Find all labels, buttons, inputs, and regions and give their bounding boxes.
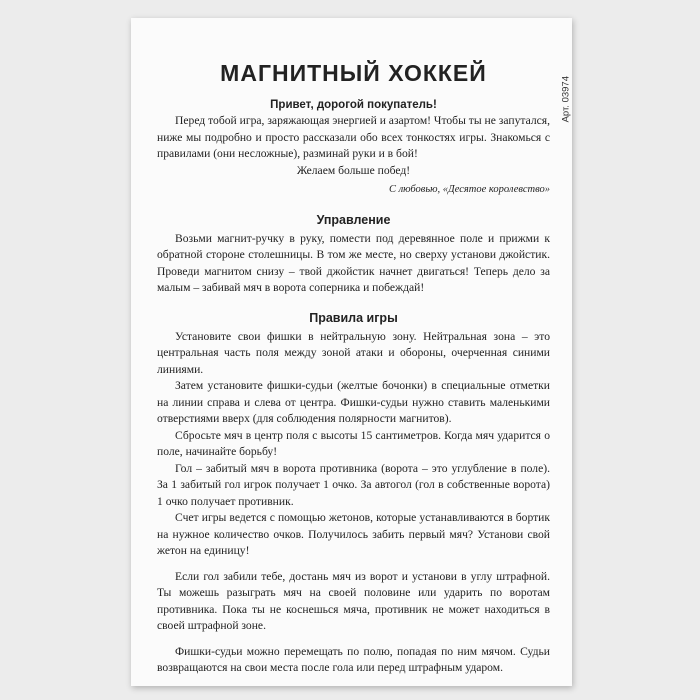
rules-paragraph-3: Сбросьте мяч в центр поля с высоты 15 сантиметров. Когда мяч ударится о поле, начинайте борьбу!	[157, 428, 550, 458]
rules-paragraph-1: Установите свои фишки в нейтральную зону. Нейтральная зона – это центральная часть поля между зоной атаки и обороны, очерченная синими линиями.	[157, 329, 550, 376]
rules-paragraph-5: Счет игры ведется с помощью жетонов, которые устанавливаются в бортик на нужное количество очков. Получилось забить первый мяч? Установи свой жетон на единицу!	[157, 511, 550, 557]
control-heading: Управление	[316, 212, 391, 227]
rules-paragraph-2: Затем установите фишки-судьи (желтые бочонки) в специальные отметки на линии справа и слева от центра. Фишки-судьи нужно ставить маленькими отверстиями вверх (для соблюдения полярности магнитов).	[157, 379, 550, 425]
instruction-sheet	[131, 18, 572, 686]
document-title: МАГНИТНЫЙ ХОККЕЙ	[220, 60, 487, 86]
rules-paragraph-4: Гол – забитый мяч в ворота противника (ворота – это углубление в поле). За 1 забитый гол игрок получает 1 очко. За автогол (гол в собственные ворота) 1 очко получает противник.	[157, 461, 550, 508]
rules-heading: Правила игры	[309, 310, 398, 325]
rules-paragraph-6: Если гол забили тебе, достань мяч из ворот и установи в углу штрафной. Ты можешь разыграть мяч на своей половине или ударить по воротам противника. Пока ты не коснешься мяча, противник не может находиться в своей штрафной зоне.	[157, 569, 550, 632]
wish-line: Желаем больше побед!	[296, 163, 411, 177]
control-paragraph: Возьми магнит-ручку в руку, помести под деревянное поле и прижми к обратной стороне столешницы. В том же месте, но сверху установи джойстик. Проведи магнитом снизу – твой джойстик начнет двигаться! Теперь дело за малым – забивай мяч в ворота соперника и побеждай!	[157, 231, 550, 294]
intro-paragraph: Перед тобой игра, заряжающая энергией и азартом! Чтобы ты не запутался, ниже мы подробно и просто рассказали обо всех тонкостях игры. Знакомься с правилами (они несложные), разминай руки и в бой!	[157, 114, 550, 160]
greeting: Привет, дорогой покупатель!	[270, 99, 437, 111]
article-number: Арт. 03974	[560, 76, 571, 123]
rules-paragraph-7: Фишки-судьи можно перемещать по полю, попадая по ним мячом. Судьи возвращаются на свои места после гола или перед штрафным ударом.	[157, 644, 550, 674]
signature: С любовью, «Десятое королевство»	[388, 184, 550, 195]
